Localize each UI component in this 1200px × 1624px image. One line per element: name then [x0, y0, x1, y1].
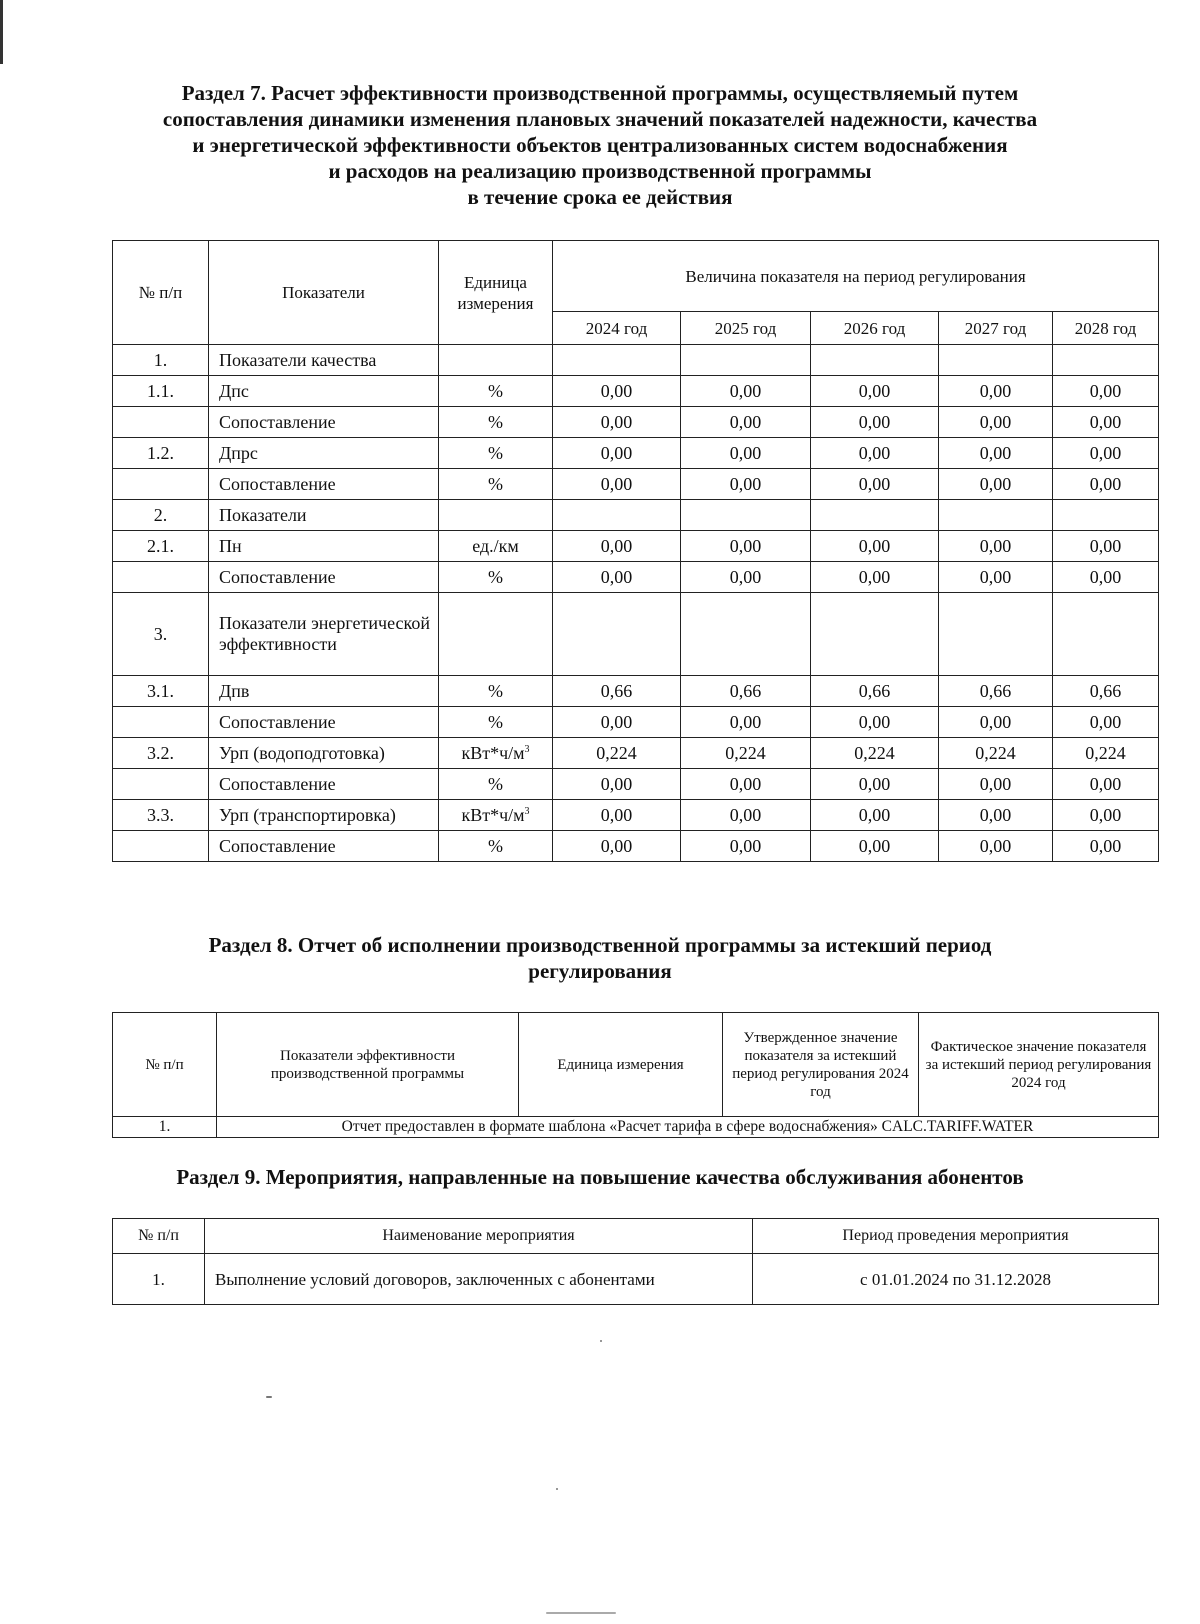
row-value: 0,00	[939, 469, 1053, 500]
row-value: 0,00	[1053, 562, 1159, 593]
row-value	[681, 500, 811, 531]
row-name: Сопоставление	[209, 831, 439, 862]
row-num: 1.	[113, 1117, 217, 1138]
row-value: 0,00	[681, 769, 811, 800]
row-value: 0,00	[553, 800, 681, 831]
row-num	[113, 707, 209, 738]
row-value: 0,00	[1053, 707, 1159, 738]
row-value: 0,00	[811, 831, 939, 862]
row-value: 0,00	[681, 376, 811, 407]
row-value	[811, 500, 939, 531]
unit-text: кВт*ч/м	[461, 742, 525, 763]
table-row	[113, 676, 1159, 707]
row-value	[681, 593, 811, 676]
row-name: Дпрс	[209, 438, 439, 469]
row-value: 0,00	[553, 376, 681, 407]
table-row	[113, 738, 1159, 769]
row-name: Урп (транспортировка)	[209, 800, 439, 831]
row-value: 0,00	[1053, 831, 1159, 862]
row-value: 0,00	[939, 800, 1053, 831]
row-value	[553, 593, 681, 676]
header-num: № п/п	[113, 1219, 205, 1254]
row-name: Сопоставление	[209, 469, 439, 500]
row-value: 0,00	[553, 831, 681, 862]
row-value: 0,66	[811, 676, 939, 707]
row-value: 0,00	[811, 562, 939, 593]
row-value: 0,224	[939, 738, 1053, 769]
section7-title-line: сопоставления динамики изменения плановых значений показателей надежности, качества	[162, 107, 1038, 131]
header-year: 2027 год	[939, 312, 1053, 345]
header-indicators: Показатели эффективности производственной программы	[217, 1013, 519, 1117]
row-value: 0,00	[939, 831, 1053, 862]
row-value	[553, 500, 681, 531]
scan-speck	[546, 1612, 616, 1614]
row-value: 0,00	[553, 707, 681, 738]
header-indicator: Показатели	[209, 241, 439, 345]
row-value: 0,66	[681, 676, 811, 707]
table-row	[113, 438, 1159, 469]
header-unit: Единица измерения	[439, 241, 553, 345]
section7-title-line: в течение срока ее действия	[467, 185, 733, 209]
row-name: Дпс	[209, 376, 439, 407]
row-unit: %	[439, 769, 553, 800]
row-unit	[439, 738, 553, 769]
row-num: 3.1.	[113, 676, 209, 707]
section8-table	[112, 1012, 1159, 1138]
row-name: Дпв	[209, 676, 439, 707]
row-value	[811, 345, 939, 376]
row-unit: %	[439, 831, 553, 862]
row-value: 0,224	[811, 738, 939, 769]
row-value	[1053, 500, 1159, 531]
header-approved: Утвержденное значение показателя за истекший период регулирования 2024 год	[723, 1013, 919, 1117]
table-row	[113, 531, 1159, 562]
section8-title-line: регулирования	[528, 959, 672, 983]
header-period: Величина показателя на период регулирования	[553, 241, 1159, 312]
table-row	[113, 831, 1159, 862]
section7-title-line: и энергетической эффективности объектов централизованных систем водоснабжения	[192, 133, 1008, 157]
table-row	[113, 407, 1159, 438]
row-name: Показатели	[209, 500, 439, 531]
row-value: 0,00	[553, 438, 681, 469]
section7-title	[80, 80, 1120, 210]
row-num	[113, 469, 209, 500]
row-num	[113, 831, 209, 862]
section7-title-line: Раздел 7. Расчет эффективности производственной программы, осуществляемый путем	[181, 81, 1019, 105]
row-value: 0,00	[1053, 407, 1159, 438]
section8-title	[80, 932, 1120, 984]
row-value: 0,00	[811, 531, 939, 562]
table-row	[113, 562, 1159, 593]
row-value: 0,00	[811, 438, 939, 469]
row-value: 0,00	[811, 800, 939, 831]
row-value	[939, 593, 1053, 676]
row-value: 0,00	[1053, 800, 1159, 831]
row-value: 0,00	[681, 407, 811, 438]
row-unit	[439, 345, 553, 376]
row-unit: %	[439, 676, 553, 707]
row-value: 0,00	[681, 438, 811, 469]
row-value: 0,00	[939, 531, 1053, 562]
row-name: Показатели энергетической эффективности	[209, 593, 439, 676]
row-unit: %	[439, 438, 553, 469]
header-name: Наименование мероприятия	[205, 1219, 753, 1254]
table-row	[113, 769, 1159, 800]
row-num	[113, 407, 209, 438]
row-value: 0,00	[553, 769, 681, 800]
row-value: 0,00	[811, 769, 939, 800]
row-period: с 01.01.2024 по 31.12.2028	[753, 1254, 1159, 1305]
report-note: Отчет предоставлен в формате шаблона «Расчет тарифа в сфере водоснабжения» CALC.TARIFF.WATER	[217, 1117, 1159, 1138]
row-num: 1.	[113, 345, 209, 376]
row-num: 3.2.	[113, 738, 209, 769]
header-year: 2026 год	[811, 312, 939, 345]
section8-title-line: Раздел 8. Отчет об исполнении производственной программы за истекший период	[208, 933, 992, 957]
row-num: 1.	[113, 1254, 205, 1305]
scan-edge-mark	[0, 0, 3, 64]
row-value: 0,00	[939, 407, 1053, 438]
scan-speck	[600, 1340, 602, 1342]
row-value: 0,00	[939, 376, 1053, 407]
row-num: 2.1.	[113, 531, 209, 562]
header-year: 2024 год	[553, 312, 681, 345]
row-num: 1.2.	[113, 438, 209, 469]
row-unit: %	[439, 707, 553, 738]
row-unit	[439, 593, 553, 676]
row-value	[1053, 345, 1159, 376]
header-unit: Единица измерения	[519, 1013, 723, 1117]
row-unit: %	[439, 562, 553, 593]
row-name: Сопоставление	[209, 407, 439, 438]
row-unit	[439, 500, 553, 531]
row-unit: %	[439, 376, 553, 407]
row-name: Сопоставление	[209, 769, 439, 800]
row-name: Сопоставление	[209, 562, 439, 593]
row-value: 0,224	[681, 738, 811, 769]
row-value: 0,00	[681, 469, 811, 500]
header-period: Период проведения мероприятия	[753, 1219, 1159, 1254]
row-value: 0,00	[939, 438, 1053, 469]
table-row	[113, 345, 1159, 376]
row-value: 0,00	[1053, 438, 1159, 469]
section7-title-line: и расходов на реализацию производственной программы	[328, 159, 872, 183]
row-value: 0,00	[681, 800, 811, 831]
header-actual: Фактическое значение показателя за истекший период регулирования 2024 год	[919, 1013, 1159, 1117]
row-value: 0,00	[939, 707, 1053, 738]
row-num	[113, 562, 209, 593]
row-value: 0,00	[1053, 376, 1159, 407]
header-num: № п/п	[113, 241, 209, 345]
section7-table	[112, 240, 1159, 862]
row-num: 3.	[113, 593, 209, 676]
row-value	[553, 345, 681, 376]
scan-speck	[266, 1396, 272, 1398]
header-year: 2025 год	[681, 312, 811, 345]
table-row	[113, 1254, 1159, 1305]
table-row	[113, 707, 1159, 738]
unit-superscript: 3	[524, 805, 530, 817]
row-unit: %	[439, 407, 553, 438]
row-value: 0,224	[1053, 738, 1159, 769]
row-value: 0,66	[553, 676, 681, 707]
row-unit: ед./км	[439, 531, 553, 562]
row-value: 0,00	[681, 531, 811, 562]
table-row	[113, 500, 1159, 531]
section9-title	[80, 1164, 1120, 1190]
table-row	[113, 376, 1159, 407]
unit-text: кВт*ч/м	[461, 804, 525, 825]
table-row	[113, 593, 1159, 676]
section9-table	[112, 1218, 1159, 1305]
table-row	[113, 1117, 1159, 1138]
unit-superscript: 3	[524, 743, 530, 755]
row-name: Выполнение условий договоров, заключенных с абонентами	[205, 1254, 753, 1305]
row-num	[113, 769, 209, 800]
row-value	[681, 345, 811, 376]
row-value: 0,00	[811, 407, 939, 438]
row-value: 0,00	[1053, 469, 1159, 500]
row-name: Показатели качества	[209, 345, 439, 376]
row-value: 0,00	[553, 469, 681, 500]
header-year: 2028 год	[1053, 312, 1159, 345]
row-unit: %	[439, 469, 553, 500]
row-value: 0,66	[1053, 676, 1159, 707]
row-value	[811, 593, 939, 676]
table-row	[113, 469, 1159, 500]
row-name: Пн	[209, 531, 439, 562]
row-num: 3.3.	[113, 800, 209, 831]
row-unit	[439, 800, 553, 831]
row-value: 0,00	[553, 562, 681, 593]
row-name: Урп (водоподготовка)	[209, 738, 439, 769]
table-row	[113, 800, 1159, 831]
row-value: 0,00	[1053, 769, 1159, 800]
row-value: 0,00	[811, 469, 939, 500]
section9-title-line: Раздел 9. Мероприятия, направленные на повышение качества обслуживания абонентов	[176, 1165, 1024, 1189]
row-value: 0,224	[553, 738, 681, 769]
row-value: 0,00	[681, 707, 811, 738]
row-value	[939, 500, 1053, 531]
row-value: 0,66	[939, 676, 1053, 707]
row-value	[1053, 593, 1159, 676]
header-num: № п/п	[113, 1013, 217, 1117]
row-num: 1.1.	[113, 376, 209, 407]
row-value: 0,00	[553, 531, 681, 562]
row-value: 0,00	[939, 562, 1053, 593]
row-value	[939, 345, 1053, 376]
row-value: 0,00	[681, 831, 811, 862]
row-value: 0,00	[681, 562, 811, 593]
row-name: Сопоставление	[209, 707, 439, 738]
row-value: 0,00	[811, 707, 939, 738]
row-num: 2.	[113, 500, 209, 531]
row-value: 0,00	[1053, 531, 1159, 562]
row-value: 0,00	[811, 376, 939, 407]
row-value: 0,00	[939, 769, 1053, 800]
scan-speck	[556, 1488, 558, 1490]
row-value: 0,00	[553, 407, 681, 438]
